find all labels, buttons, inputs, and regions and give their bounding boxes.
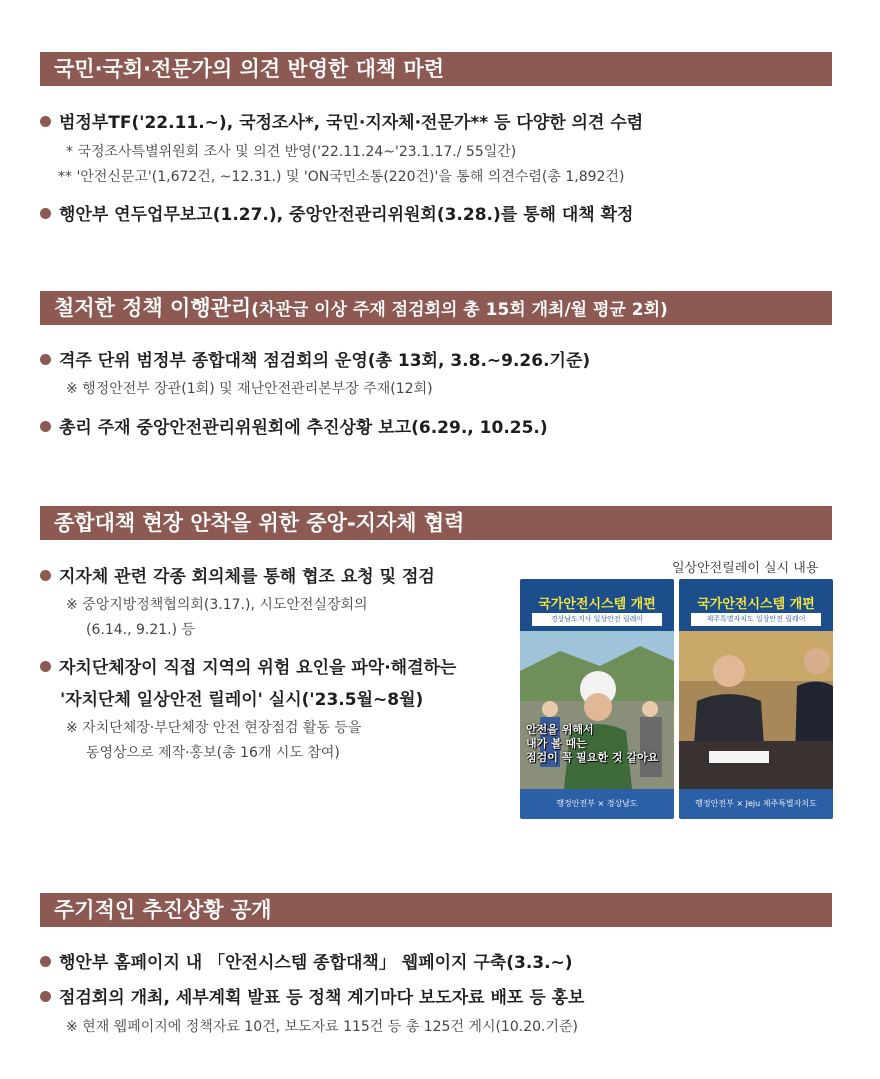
section-title-management: [40, 291, 832, 325]
bullet-dot-icon: [40, 956, 51, 967]
bullet-text: 범정부TF('22.11.~), 국정조사*, 국민·지자체·전문가** 등 다양한 의견 수렴: [59, 113, 644, 133]
relay-video-thumbnail-gyeongnam: [520, 579, 674, 819]
section-title-text: 철저한 정책 이행관리: [54, 296, 252, 320]
field-inspection-photo: [520, 631, 674, 789]
bullet-text: 행안부 홈페이지 내 「안전시스템 종합대책」 웹페이지 구축(3.3.~): [59, 953, 573, 973]
section-title-cooperation: [40, 506, 832, 540]
bullet-item: [40, 346, 590, 371]
footnote: ※ 중앙지방정책협의회(3.17.), 시도안전실장회의: [66, 597, 368, 613]
subtitle-overlay: 안전을 위해서: [526, 723, 594, 736]
thumbnail-footer: 행정안전부 × Jeju 제주특별자치도: [679, 789, 833, 819]
bullet-item: [40, 983, 584, 1008]
bullet-item: [40, 653, 456, 678]
bullet-text: 점검회의 개최, 세부계획 발표 등 정책 계기마다 보도자료 배포 등 홍보: [59, 988, 585, 1008]
bullet-dot-icon: [40, 661, 51, 672]
bullet-dot-icon: [40, 991, 51, 1002]
subtitle-overlay: 점검이 꼭 필요한 것 같아요: [526, 751, 659, 764]
footnote: ** '안전신문고'(1,672건, ~12.31.) 및 'ON국민소통(220건)'을 통해 의견수렴(총 1,892건): [58, 169, 625, 185]
bullet-text: 총리 주재 중앙안전관리위원회에 추진상황 보고(6.29., 10.25.): [59, 418, 548, 438]
bullet-text: '자치단체 일상안전 릴레이' 실시('23.5월~8월): [60, 690, 424, 710]
bullet-dot-icon: [40, 421, 51, 432]
bullet-item: [40, 413, 548, 438]
bullet-item: [40, 108, 643, 133]
relay-video-thumbnail-jeju: [679, 579, 833, 819]
section-title-sub: (차관급 이상 주재 점검회의 총 15회 개최/월 평균 2회): [251, 300, 668, 320]
bullet-text: 지자체 관련 각종 회의체를 통해 협조 요청 및 점검: [59, 567, 435, 587]
bullet-item: [40, 200, 633, 225]
thumbnail-title: 국가안전시스템 개편: [538, 597, 656, 612]
bullet-item-continued: [60, 685, 423, 710]
bullet-item: [40, 948, 573, 973]
bullet-dot-icon: [40, 116, 51, 127]
bullet-item: [40, 562, 435, 587]
footnote: ※ 자치단체장·부단체장 안전 현장점검 활동 등을: [66, 720, 362, 736]
thumbnail-title: 국가안전시스템 개편: [697, 597, 815, 612]
section-title-text: 국민·국회·전문가의 의견 반영한 대책 마련: [54, 57, 445, 81]
bullet-text: 자치단체장이 직접 지역의 위험 요인을 파악·해결하는: [59, 658, 457, 678]
thumbnail-subtitle: 경상남도지사 일상안전 릴레이: [532, 613, 662, 626]
footnote: ※ 행정안전부 장관(1회) 및 재난안전관리본부장 주재(12회): [66, 381, 433, 397]
bullet-text: 격주 단위 범정부 종합대책 점검회의 운영(총 13회, 3.8.~9.26.기준): [59, 351, 591, 371]
section-title-disclosure: [40, 893, 832, 927]
photo-caption: 일상안전릴레이 실시 내용: [672, 561, 819, 576]
bullet-dot-icon: [40, 208, 51, 219]
meeting-photo: [679, 631, 833, 789]
thumbnail-subtitle: 제주특별자치도 일상안전 릴레이: [691, 613, 821, 626]
footnote: ※ 현재 웹페이지에 정책자료 10건, 보도자료 115건 등 총 125건 게시(10.20.기준): [66, 1019, 578, 1035]
section-title-text: 주기적인 추진상황 공개: [54, 898, 272, 922]
bullet-dot-icon: [40, 570, 51, 581]
footnote: 동영상으로 제작·홍보(총 16개 시도 참여): [86, 745, 340, 761]
section-title-text: 종합대책 현장 안착을 위한 중앙-지자체 협력: [54, 511, 465, 535]
section-title-opinions: [40, 52, 832, 86]
bullet-text: 행안부 연두업무보고(1.27.), 중앙안전관리위원회(3.28.)를 통해 대책 확정: [59, 205, 634, 225]
bullet-dot-icon: [40, 354, 51, 365]
footnote: * 국정조사특별위원회 조사 및 의견 반영('22.11.24~'23.1.17./ 55일간): [66, 144, 517, 160]
subtitle-overlay: 내가 볼 때는: [526, 737, 587, 750]
thumbnail-footer: 행정안전부 × 경상남도: [520, 789, 674, 819]
footnote: (6.14., 9.21.) 등: [86, 622, 196, 638]
